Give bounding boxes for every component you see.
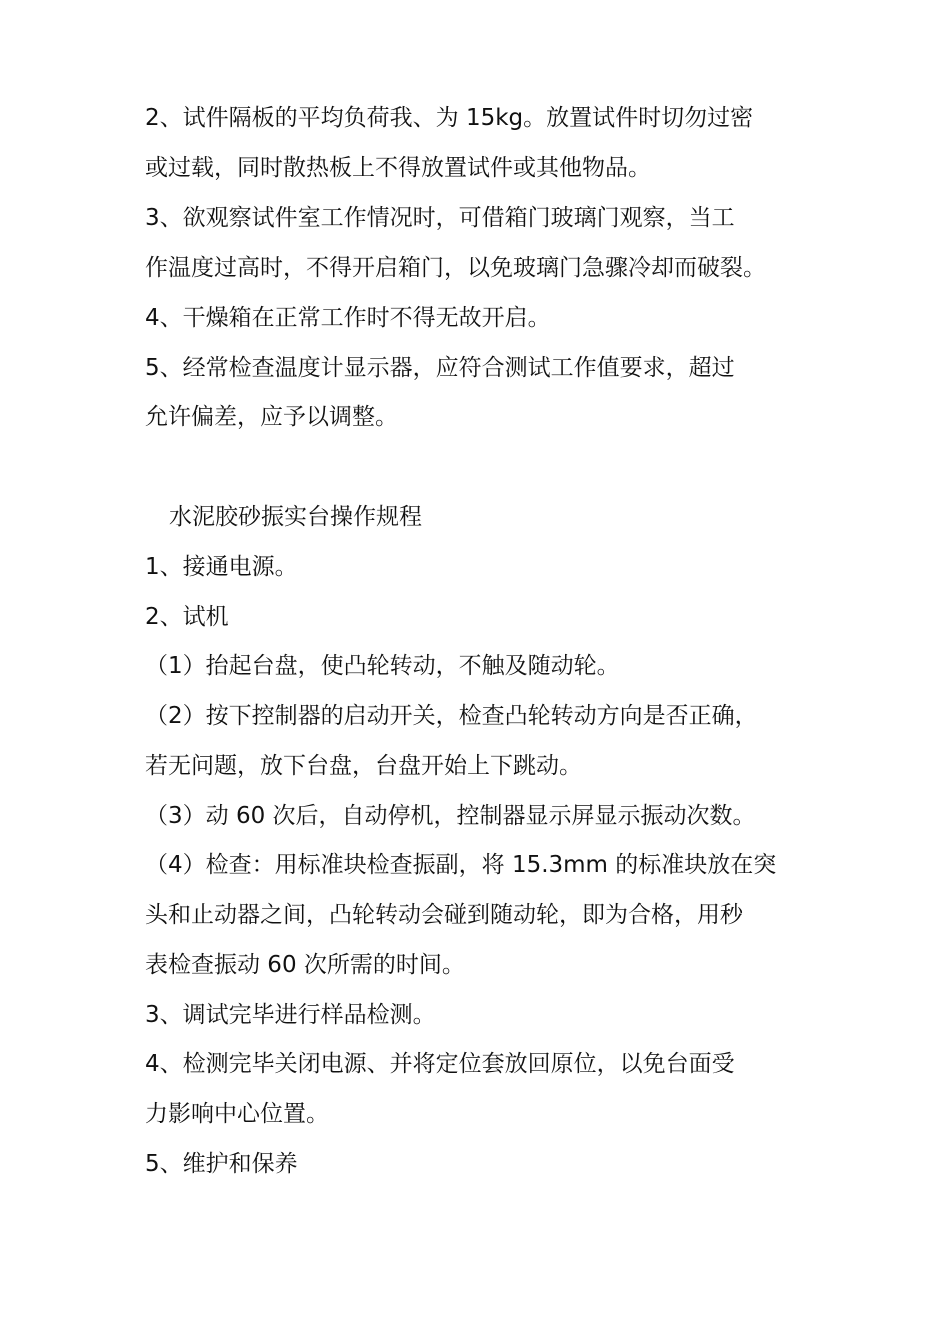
paragraph-line: 若无问题，放下台盘，台盘开始上下跳动。 bbox=[145, 753, 582, 779]
paragraph-line: 3、调试完毕进行样品检测。 bbox=[145, 1002, 436, 1028]
paragraph-line: 允许偏差，应予以调整。 bbox=[145, 404, 398, 430]
paragraph-line: 力影响中心位置。 bbox=[145, 1101, 329, 1127]
paragraph-line: 头和止动器之间，凸轮转动会碰到随动轮，即为合格，用秒 bbox=[145, 902, 743, 928]
paragraph-line: 4、检测完毕关闭电源、并将定位套放回原位，以免台面受 bbox=[145, 1051, 735, 1077]
paragraph-line: 1、接通电源。 bbox=[145, 554, 298, 580]
paragraph-line: （1）抬起台盘，使凸轮转动，不触及随动轮。 bbox=[145, 653, 620, 679]
paragraph-line: 表检查振动 60 次所需的时间。 bbox=[145, 952, 465, 978]
paragraph-line: 4、干燥箱在正常工作时不得无故开启。 bbox=[145, 305, 551, 331]
paragraph-line: 或过载，同时散热板上不得放置试件或其他物品。 bbox=[145, 155, 651, 181]
paragraph-line: （4）检查：用标准块检查振副，将 15.3mm 的标准块放在突 bbox=[145, 852, 777, 878]
paragraph-line: 5、维护和保养 bbox=[145, 1151, 298, 1177]
paragraph-line: 5、经常检查温度计显示器，应符合测试工作值要求，超过 bbox=[145, 355, 735, 381]
paragraph-line: 2、试机 bbox=[145, 604, 229, 630]
paragraph-line: （2）按下控制器的启动开关，检查凸轮转动方向是否正确， bbox=[145, 703, 758, 729]
paragraph-line: （3）动 60 次后，自动停机，控制器显示屏显示振动次数。 bbox=[145, 803, 756, 829]
paragraph-line: 作温度过高时，不得开启箱门，以免玻璃门急骤冷却而破裂。 bbox=[145, 255, 766, 281]
section-heading: 水泥胶砂振实台操作规程 bbox=[169, 504, 422, 530]
paragraph-line: 2、试件隔板的平均负荷我、为 15kg。放置试件时切勿过密 bbox=[145, 105, 754, 131]
paragraph-line: 3、欲观察试件室工作情况时，可借箱门玻璃门观察，当工 bbox=[145, 205, 735, 231]
